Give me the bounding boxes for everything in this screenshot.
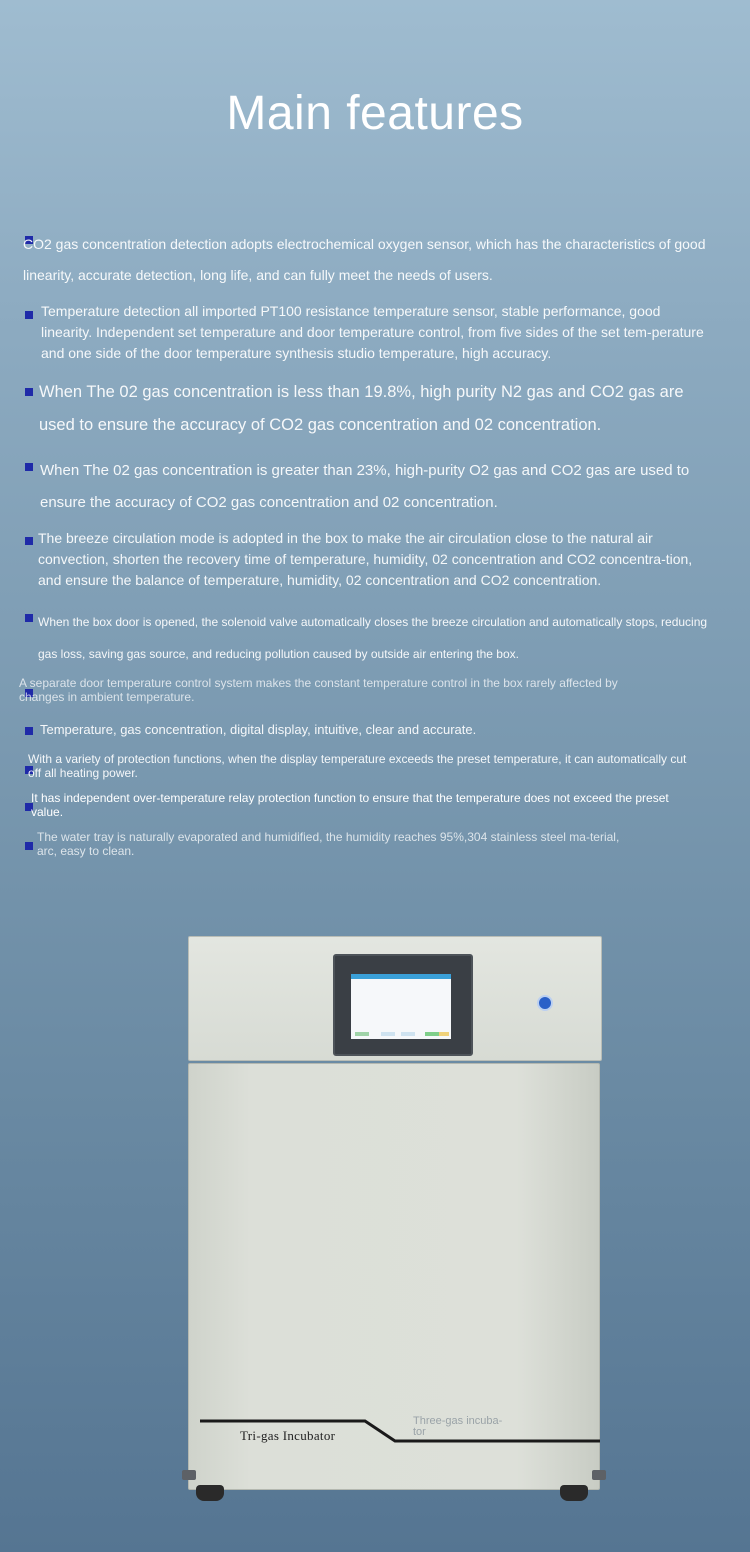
feature-item: CO2 gas concentration detection adopts electrochemical oxygen sensor, which has the characteristics of good linearity, accurate detection, long life, and can fully meet the needs of users. (23, 236, 706, 283)
feature-item: The water tray is naturally evaporated and humidified, the humidity reaches 95%,304 stainless steel ma-terial, arc, easy to clean. (37, 830, 620, 858)
feature-item: It has independent over-temperature relay protection function to ensure that the temperature does not exceed the preset value. (31, 791, 669, 819)
touchscreen-display (333, 954, 473, 1056)
feature-item: The breeze circulation mode is adopted in the box to make the air circulation close to the natural air convection, shorten the recovery time of temperature, humidity, 02 concentration and CO2 concentra-tion, and ensure the balance of temperature, humidity, 02 concentration and CO2 concentration. (38, 530, 693, 588)
bullet-icon (25, 614, 33, 622)
wheel-icon (560, 1485, 588, 1501)
bullet-icon (25, 388, 33, 396)
product-label: Tri-gas Incubator (240, 1428, 336, 1443)
feature-item: A separate door temperature control system makes the constant temperature control in the box rarely affected by changes in ambient temperature. (19, 676, 618, 704)
foot (182, 1470, 196, 1480)
feature-item: When the box door is opened, the solenoid valve automatically closes the breeze circulation and automatically stops, reducing gas loss, saving gas source, and reducing pollution caused by outside air entering the box. (38, 615, 708, 661)
bullet-icon (25, 537, 33, 545)
screen-content (351, 974, 451, 1039)
bullet-icon (25, 463, 33, 471)
bullet-icon (25, 727, 33, 735)
product-label-secondary: Three-gas incuba-tor (413, 1415, 503, 1438)
page-title: Main features (226, 87, 524, 140)
feature-item: Temperature detection all imported PT100 resistance temperature sensor, stable performance, good linearity. Independent set temperature and door temperature control, from five sides of the set tem-perature and one side of the door temperature synthesis studio temperature, high accuracy. (41, 303, 704, 361)
feature-item: When The 02 gas concentration is less than 19.8%, high purity N2 gas and CO2 gas are used to ensure the accuracy of CO2 gas concentration and 02 concentration. (39, 383, 684, 434)
feature-item: Temperature, gas concentration, digital display, intuitive, clear and accurate. (40, 722, 477, 737)
bullet-icon (25, 311, 33, 319)
wheel-icon (196, 1485, 224, 1501)
feature-item: When The 02 gas concentration is greater than 23%, high-purity O2 gas and CO2 gas are used to ensure the accuracy of CO2 gas concentration and 02 concentration. (40, 462, 690, 511)
incubator-image (180, 930, 610, 1510)
foot (592, 1470, 606, 1480)
bullet-icon (25, 842, 33, 850)
power-knob-icon (537, 995, 553, 1011)
incubator-upper-panel (188, 936, 602, 1061)
feature-item: With a variety of protection functions, when the display temperature exceeds the preset temperature, it can automatically cut off all heating power. (28, 752, 687, 780)
